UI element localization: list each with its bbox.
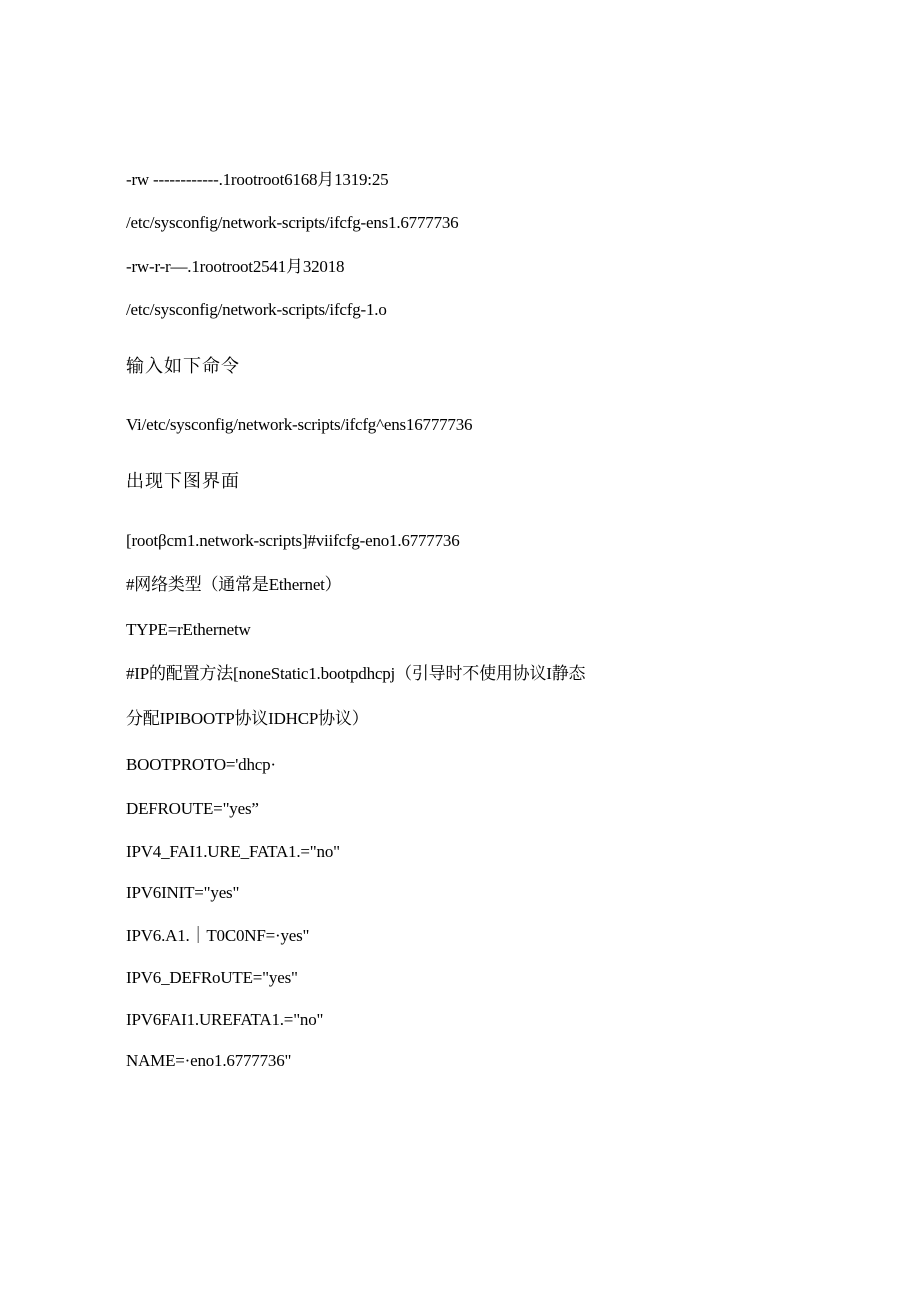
file-listing-line-2: -rw-r-r—.1rootroot2541月32018 xyxy=(126,257,345,276)
config-ipv4-failure-fatal: IPV4_FAI1.URE_FATA1.="no" xyxy=(126,842,340,861)
config-type: TYPE=rEthernetw xyxy=(126,620,251,639)
config-ipv6-failure-fatal: IPV6FAI1.UREFATA1.="no" xyxy=(126,1010,324,1029)
config-ipv6init: IPV6INIT="yes" xyxy=(126,883,240,902)
screen-heading: 出现下图界面 xyxy=(126,471,240,492)
config-bootproto: BOOTPROTO='dhcp· xyxy=(126,755,276,774)
shell-prompt-line: [rootβcm1.network-scripts]#viifcfg-eno1.6777736 xyxy=(126,531,460,550)
config-ipv6-autoconf: IPV6.A1.｜T0C0NF=·yes" xyxy=(126,926,310,945)
file-listing-line-1: -rw ------------.1rootroot6168月1319:25 xyxy=(126,170,389,189)
config-defroute: DEFROUTE="yes” xyxy=(126,799,259,818)
comment-ip-method: #IP的配置方法[noneStatic1.bootpdhcpj（引导时不使用协议I静态 xyxy=(126,664,586,683)
vi-command-line: Vi/etc/sysconfig/network-scripts/ifcfg^ens16777736 xyxy=(126,415,473,434)
comment-network-type: #网络类型（通常是Ethernet） xyxy=(126,575,342,594)
config-ipv6-defroute: IPV6_DEFRoUTE="yes" xyxy=(126,968,298,987)
comment-ip-method-continued: 分配IPIBOOTP协议IDHCP协议） xyxy=(126,709,369,728)
file-path-line-2: /etc/sysconfig/network-scripts/ifcfg-1.o xyxy=(126,300,387,319)
instruction-heading: 输入如下命令 xyxy=(126,356,240,377)
config-name: NAME=·eno1.6777736" xyxy=(126,1051,292,1070)
file-path-line-1: /etc/sysconfig/network-scripts/ifcfg-ens1.6777736 xyxy=(126,213,459,232)
